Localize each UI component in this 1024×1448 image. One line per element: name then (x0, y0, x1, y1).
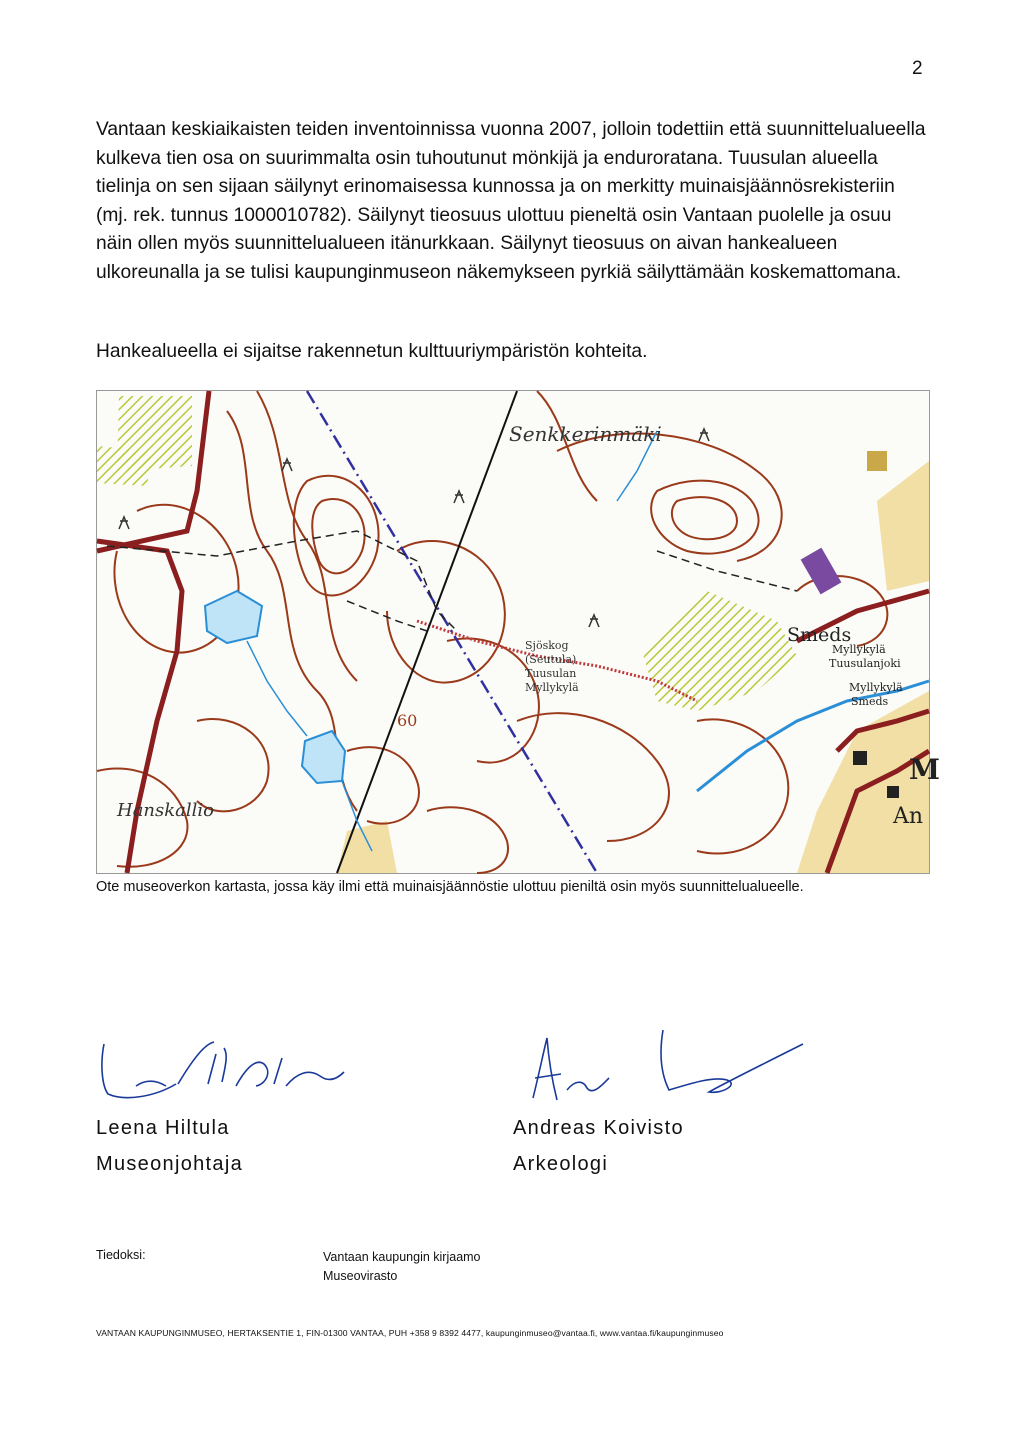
map-label-smeds: Smeds (787, 624, 852, 646)
signature-block-right (513, 1024, 833, 1182)
handwritten-signature (513, 1024, 813, 1108)
heritage-area (97, 446, 152, 486)
map-label-an: An (893, 804, 924, 829)
map-graphic (97, 391, 940, 873)
map-caption: Ote museoverkon kartasta, jossa käy ilmi että muinaisjäännöstie ulottuu pieniltä osin myös suunnittelualueelle. (96, 879, 804, 895)
body-paragraph-1: Vantaan keskiaikaisten teiden inventoinnissa vuonna 2007, jolloin todettiin että suunnittelualueella kulkeva tien osa on suurimmalta osin tuhoutunut mönkijä ja enduroratana. Tuusulan alueella tielinja on sen sijaan säilynyt erinomaisessa kunnossa ja on merkitty muinaisjäännösrekisteriin (mj. rek. tunnus 1000010782). Säilynyt tieosuus ulottuu pieneltä osin Vantaan puolelle ja osuu näin ollen myös suunnittelualueen itänurkkaan. Säilynyt tieosuus on aivan hankealueen ulkoreunalla ja se tulisi kaupunginmuseon näkemykseen pyrkiä säilyttämään koskemattomana. (96, 119, 926, 283)
page-number: 2 (912, 58, 923, 79)
map-label-tuusulanjoki: Tuusulanjoki (829, 657, 901, 670)
signer-title: Museonjohtaja (96, 1153, 243, 1175)
pond (205, 591, 262, 643)
landmark-symbols (119, 429, 709, 627)
building (853, 751, 867, 765)
field-area (877, 461, 929, 591)
building (887, 786, 899, 798)
map-label-contour-60: 60 (397, 711, 418, 730)
heritage-area (642, 591, 797, 711)
map-excerpt (96, 390, 940, 874)
handwritten-signature (96, 1024, 356, 1108)
distribution-recipient: Vantaan kaupungin kirjaamo (323, 1250, 481, 1264)
pond (302, 731, 345, 783)
distribution-recipient: Museovirasto (323, 1269, 398, 1283)
distribution-list (323, 1248, 481, 1286)
distribution-label: Tiedoksi: (96, 1248, 146, 1262)
signer-title: Arkeologi (513, 1153, 609, 1175)
map-label-seutula: (Seutula) (525, 653, 577, 666)
stream (247, 641, 307, 736)
map-label-myllykyla: Myllykylä (525, 681, 579, 694)
map-label-myllykyla: Myllykylä (849, 681, 903, 694)
signer-name: Andreas Koivisto (513, 1117, 684, 1139)
map-label-smeds-small: Smeds (851, 695, 889, 708)
map-label-myllykyla: Myllykylä (832, 643, 886, 656)
body-paragraph-2: Hankealueella ei sijaitse rakennetun kulttuuriympäristön kohteita. (96, 341, 648, 362)
signer-name: Leena Hiltula (96, 1117, 230, 1139)
building (867, 451, 887, 471)
map-label-senkkerinmaki: Senkkerinmäki (509, 422, 662, 446)
map-label-hanskallio: Hanskallio (117, 800, 215, 821)
map-label-m: M (909, 753, 940, 786)
building (801, 548, 842, 595)
map-label-sjoskog: Sjöskog (525, 639, 569, 652)
signature-block-left (96, 1024, 396, 1182)
letterhead-footer: VANTAAN KAUPUNGINMUSEO, HERTAKSENTIE 1, FIN-01300 VANTAA, PUH +358 9 8392 4477, kaupunginmuseo@vantaa.fi, www.vantaa.fi/kaupunginmuseo (96, 1328, 724, 1338)
power-line (337, 391, 517, 873)
map-label-tuusulan: Tuusulan (525, 667, 577, 680)
